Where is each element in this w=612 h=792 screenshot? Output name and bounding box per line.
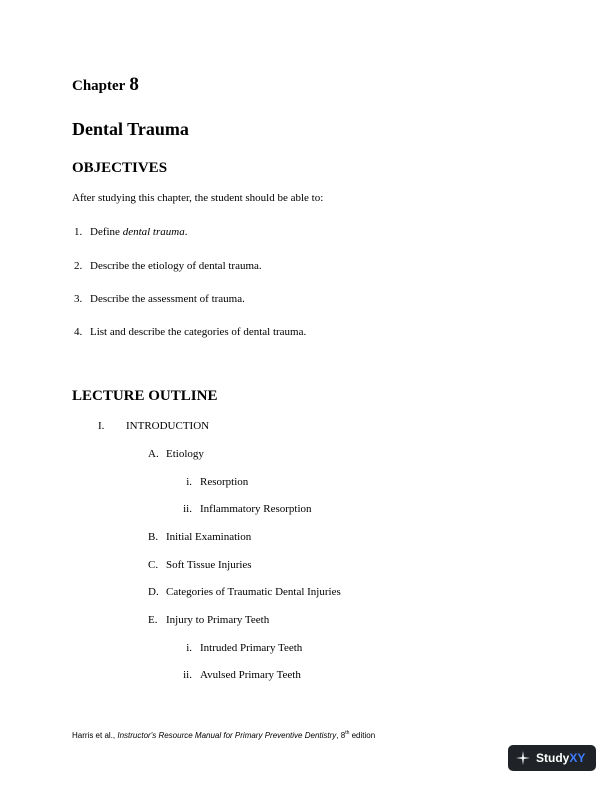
footer-book-title: Instructor's Resource Manual for Primary Preventive Dentistry [117, 731, 337, 740]
page-footer: Harris et al., Instructor's Resource Manual for Primary Preventive Dentistry, 8th edition [72, 730, 376, 740]
objectives-intro: After studying this chapter, the student should be able to: [72, 192, 324, 204]
page-title: Dental Trauma [72, 119, 189, 139]
outline-item: B. Initial Examination [148, 531, 252, 543]
outline-item: C. Soft Tissue Injuries [148, 559, 252, 571]
objectives-heading: OBJECTIVES [72, 160, 168, 176]
chapter-word: Chapter [72, 78, 126, 94]
outline-item: i. Resorption [186, 476, 249, 488]
outline-item: ii. Inflammatory Resorption [183, 503, 312, 515]
outline-item: ii. Avulsed Primary Teeth [183, 669, 301, 681]
studyxy-badge[interactable] [508, 745, 596, 771]
objective-item: 3. Describe the assessment of trauma. [74, 293, 245, 305]
objective-item: 1. Define dental trauma. [74, 226, 188, 238]
badge-label: StudyXY [536, 751, 586, 765]
outline-item: I. INTRODUCTION [98, 420, 210, 432]
chapter-heading [72, 74, 139, 96]
objective-term: dental trauma [122, 226, 185, 238]
outline-item: E. Injury to Primary Teeth [148, 614, 270, 626]
lecture-outline-heading: LECTURE OUTLINE [72, 388, 218, 404]
outline-item: i. Intruded Primary Teeth [186, 642, 303, 654]
objective-item: 4. List and describe the categories of dental trauma. [74, 326, 307, 338]
chapter-number: 8 [129, 74, 139, 95]
objective-item: 2. Describe the etiology of dental trauma. [74, 260, 262, 272]
outline-item: A. Etiology [148, 448, 204, 460]
plus-sparkle-icon [516, 751, 530, 765]
outline-item: D. Categories of Traumatic Dental Injuries [148, 586, 341, 598]
